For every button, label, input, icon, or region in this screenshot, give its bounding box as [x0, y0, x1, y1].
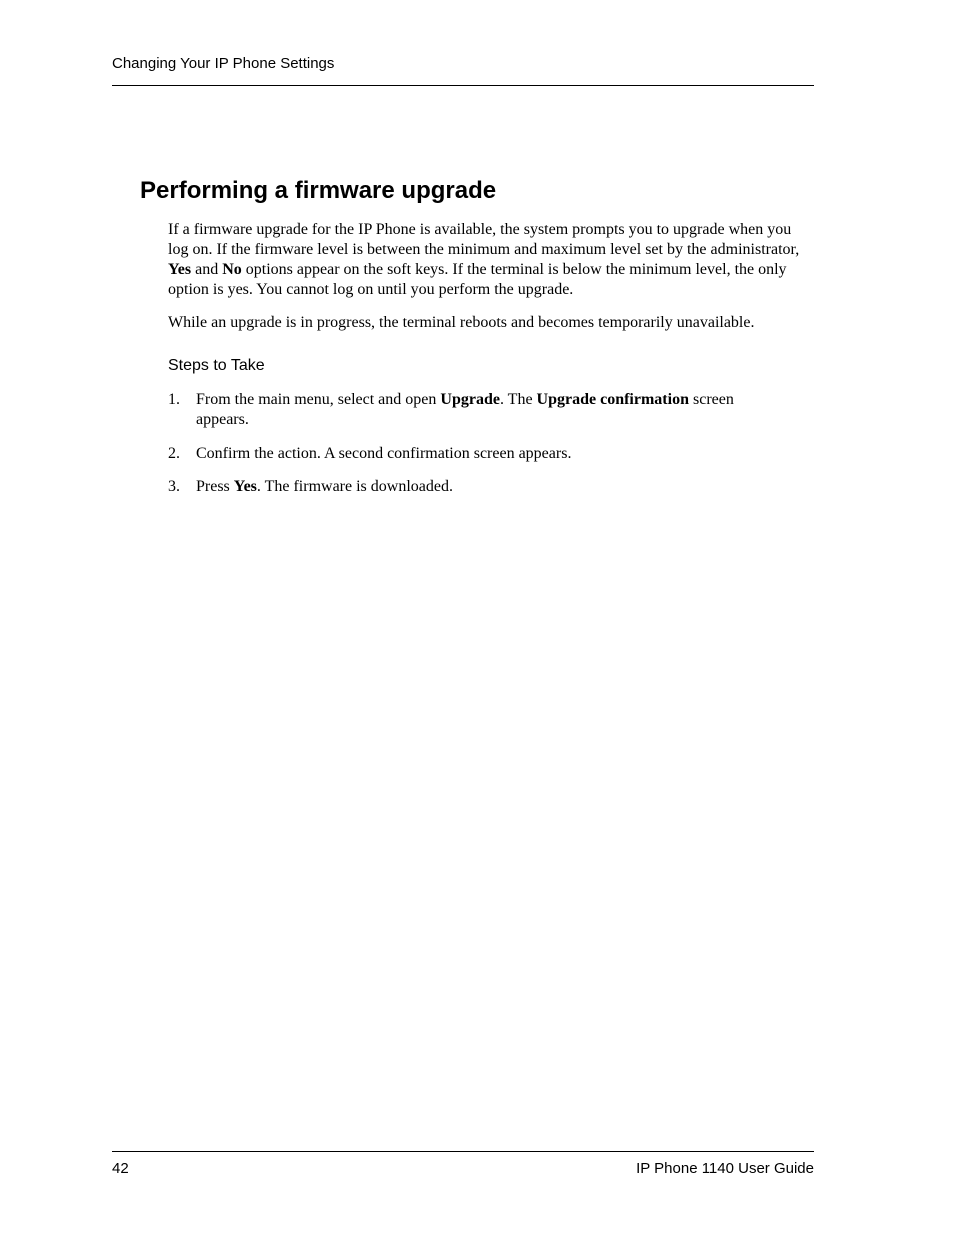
step-text-part: From the main menu, select and open — [196, 391, 441, 408]
step-number: 3. — [168, 478, 180, 495]
yes-term: Yes — [233, 478, 257, 495]
step-number: 1. — [168, 391, 180, 408]
step-item — [168, 444, 814, 464]
page-header — [112, 55, 814, 86]
step-text-part: Press — [196, 478, 234, 495]
progress-paragraph: While an upgrade is in progress, the terminal reboots and becomes temporarily unavailable. — [168, 314, 755, 331]
upgrade-confirmation-term: Upgrade confirmation — [536, 391, 689, 408]
intro-paragraph — [168, 220, 814, 300]
steps-heading: Steps to Take — [168, 357, 265, 374]
section-title: Performing a firmware upgrade — [140, 177, 497, 204]
no-term: No — [222, 261, 242, 278]
page-number: 42 — [112, 1160, 129, 1177]
step-text-part: . The firmware is downloaded. — [256, 478, 453, 495]
step-text: Confirm the action. A second confirmation screen appears. — [196, 445, 572, 462]
step-text-part: screen appears. — [196, 391, 734, 428]
step-text-part: . The — [499, 391, 537, 408]
step-item — [168, 477, 814, 497]
intro-text-3: options appear on the soft keys. If the terminal is below the minimum level, the only option is yes. You cannot log on until you perform the upgrade. — [168, 261, 787, 298]
step-text — [196, 390, 786, 430]
step-text — [196, 477, 786, 497]
running-title: Changing Your IP Phone Settings — [112, 55, 335, 72]
yes-term: Yes — [168, 261, 192, 278]
step-item — [168, 390, 814, 430]
guide-title: IP Phone 1140 User Guide — [636, 1160, 814, 1177]
page-footer — [112, 1151, 814, 1182]
intro-text-2: and — [191, 261, 223, 278]
step-number: 2. — [168, 445, 180, 462]
upgrade-term: Upgrade — [440, 391, 500, 408]
intro-text-1: If a firmware upgrade for the IP Phone is available, the system prompts you to upgrade when you log on. If the firmware level is between the minimum and maximum level set by the administrator, — [168, 221, 800, 258]
